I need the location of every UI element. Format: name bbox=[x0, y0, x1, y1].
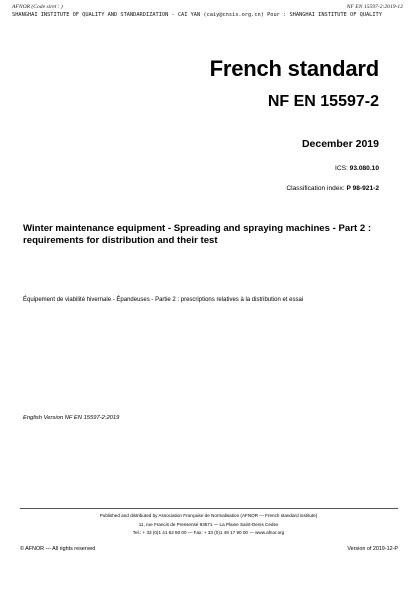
footer-divider bbox=[20, 508, 398, 509]
publisher-contact: Tel.: + 33 (0)1 41 62 80 00 — Fax: + 33 (0)1 49 17 90 00 — www.afnor.org bbox=[132, 530, 285, 535]
classification-value: P 98-921-2 bbox=[346, 185, 379, 192]
header-document-reference: NF EN 15597-2:2019-12 bbox=[346, 4, 403, 10]
ics-label: ICS: bbox=[335, 165, 350, 172]
ics-code bbox=[335, 165, 379, 172]
document-title-english: Winter maintenance equipment - Spreading and spraying machines - Part 2 : requirements for distribution and their test bbox=[23, 223, 372, 246]
english-version-note: English Version NF EN 15597-2:2019 bbox=[23, 415, 120, 421]
page-title: French standard bbox=[209, 56, 379, 81]
classification-index bbox=[286, 185, 379, 192]
version-label: Version of 2019-12-P bbox=[347, 546, 398, 552]
publisher-address: 11, rue Francis de Pressensé 93571 — La Plaine Saint-Denis Cedex bbox=[138, 522, 279, 527]
copyright-notice: © AFNOR — All rights reserved bbox=[20, 546, 96, 552]
document-title-french: Équipement de viabilité hivernale - Épandeuses - Partie 2 : prescriptions relatives à la distribution et essai bbox=[23, 297, 304, 303]
header-afnor-label: AFNOR (Code siret : ) bbox=[12, 4, 63, 10]
header-institute-line: SHANGHAI INSTITUTE OF QUALITY AND STANDARDIZATION - CAI YAN (caiy@cnsis.org.cn) Pour : SHANGHAI INSTITUTE OF QUALITY bbox=[12, 12, 382, 18]
publisher-line: Published and distributed by Association Française de Normalisation (AFNOR — French standard institute) bbox=[99, 513, 318, 518]
standard-number: NF EN 15597-2 bbox=[267, 93, 379, 110]
publication-date: December 2019 bbox=[301, 138, 379, 150]
ics-value: 93.080.10 bbox=[349, 165, 379, 172]
classification-label: Classification index: bbox=[286, 185, 347, 192]
